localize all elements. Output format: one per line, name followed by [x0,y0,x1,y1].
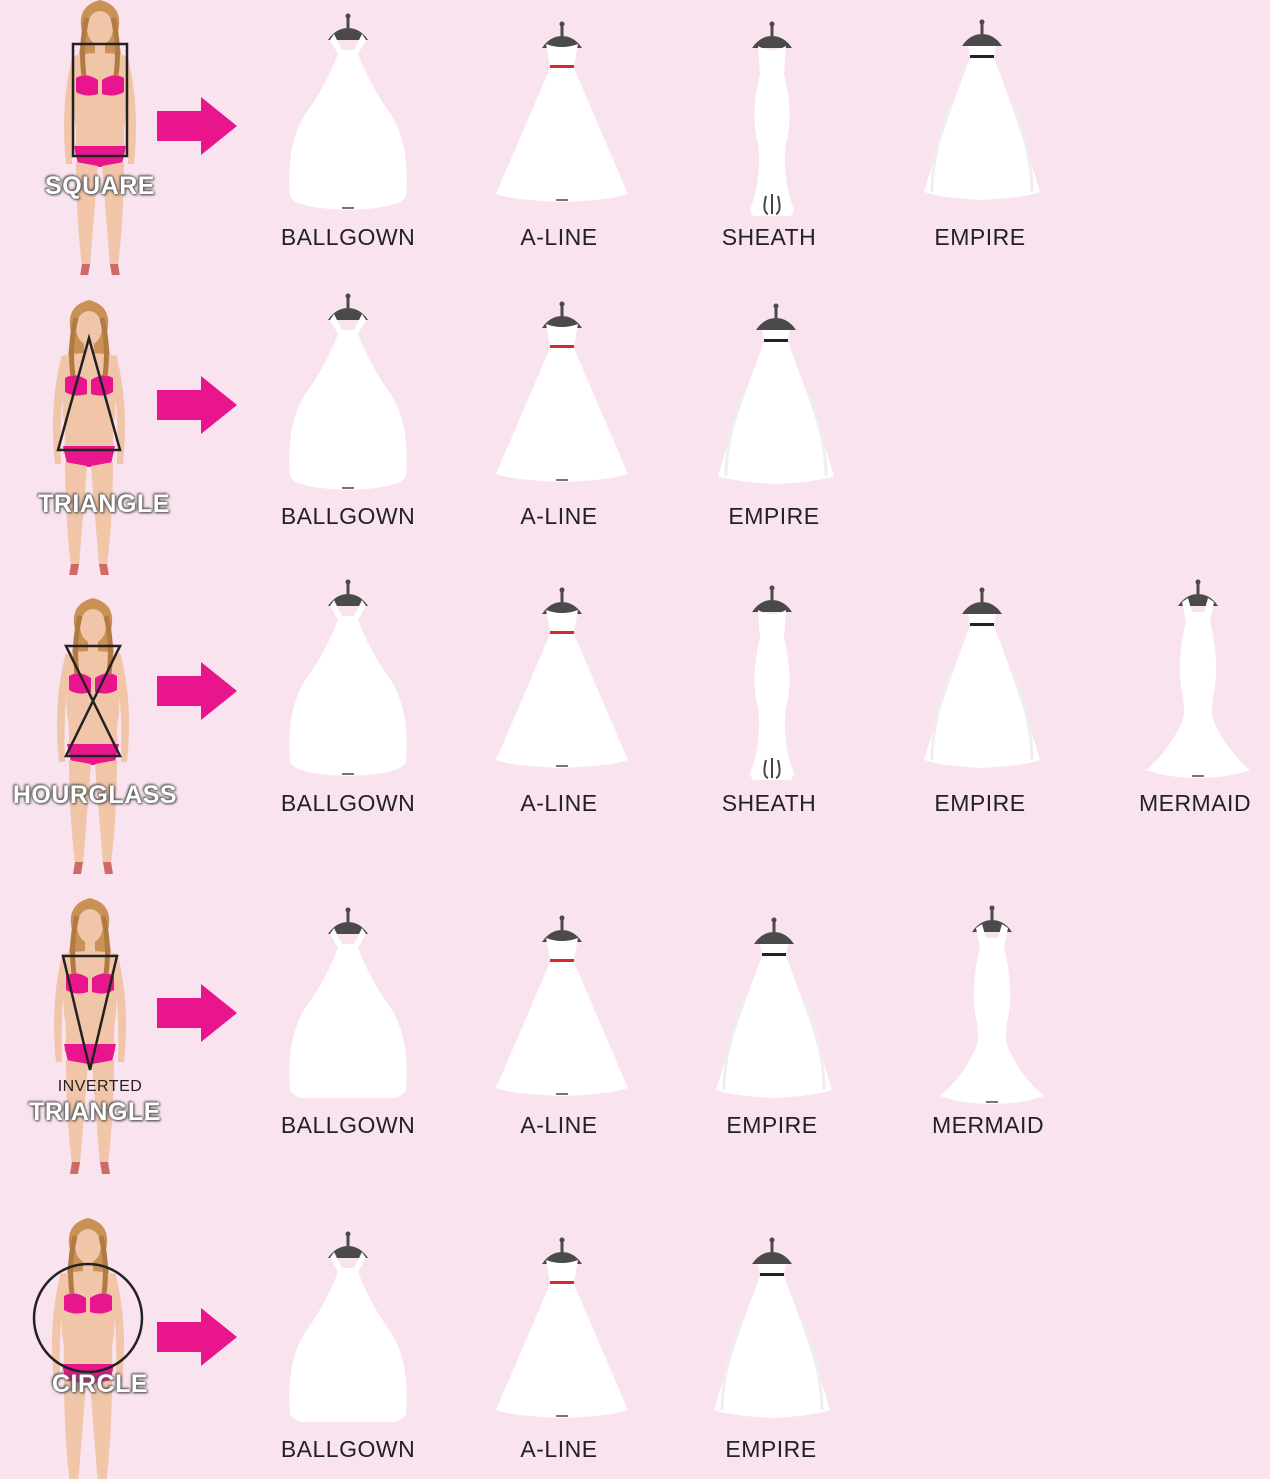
a-line-dress-icon [492,578,632,778]
dress-label: EMPIRE [934,790,1026,816]
empire-dress-icon [702,1212,842,1422]
body-shape-label: TRIANGLE [38,490,170,518]
dress-label: BALLGOWN [280,224,416,250]
dress-label: A-LINE [520,1112,598,1138]
dress-label: BALLGOWN [280,503,416,529]
dress-label: BALLGOWN [280,790,416,816]
body-shape-label: HOURGLASS [12,781,178,809]
dress-label: BALLGOWN [280,1436,416,1462]
arrow-icon [157,97,239,157]
ballgown-dress-icon [278,12,418,212]
arrow-icon [157,1308,239,1368]
arrow-icon [157,376,239,436]
woman-figure [23,1212,153,1479]
arrow-icon [157,662,239,722]
ballgown-dress-icon [278,1212,418,1422]
ballgown-dress-icon [278,290,418,490]
dress-label: MERMAID [1138,790,1252,816]
sheath-dress-icon [702,8,842,218]
body-shape-prefix: INVERTED [57,1078,143,1095]
empire-dress-icon [912,12,1052,212]
ballgown-dress-icon [278,898,418,1098]
body-shape-label: CIRCLE [51,1370,149,1398]
empire-dress-icon [704,898,844,1098]
a-line-dress-icon [492,898,632,1098]
woman-figure [28,578,158,878]
dress-label: SHEATH [721,224,817,250]
dress-label: EMPIRE [728,503,820,529]
dress-label: EMPIRE [726,1112,818,1138]
dress-label: A-LINE [520,224,598,250]
mermaid-dress-icon [1128,578,1268,788]
dress-label: A-LINE [520,1436,598,1462]
woman-figure [24,290,154,575]
empire-dress-icon [706,290,846,490]
woman-figure [35,0,165,275]
empire-dress-icon [912,578,1052,778]
dress-label: BALLGOWN [280,1112,416,1138]
arrow-icon [157,984,239,1044]
body-shape-label: SQUARE [45,172,155,200]
dress-label: MERMAID [931,1112,1045,1138]
dress-label: A-LINE [520,790,598,816]
dress-label: EMPIRE [934,224,1026,250]
a-line-dress-icon [492,12,632,212]
mermaid-dress-icon [922,898,1062,1108]
dress-label: SHEATH [721,790,817,816]
ballgown-dress-icon [278,578,418,778]
a-line-dress-icon [492,1212,632,1422]
a-line-dress-icon [492,290,632,490]
body-shape-label: TRIANGLE [29,1098,161,1126]
woman-figure [25,898,155,1178]
sheath-dress-icon [702,578,842,788]
dress-label: EMPIRE [725,1436,817,1462]
dress-label: A-LINE [520,503,598,529]
